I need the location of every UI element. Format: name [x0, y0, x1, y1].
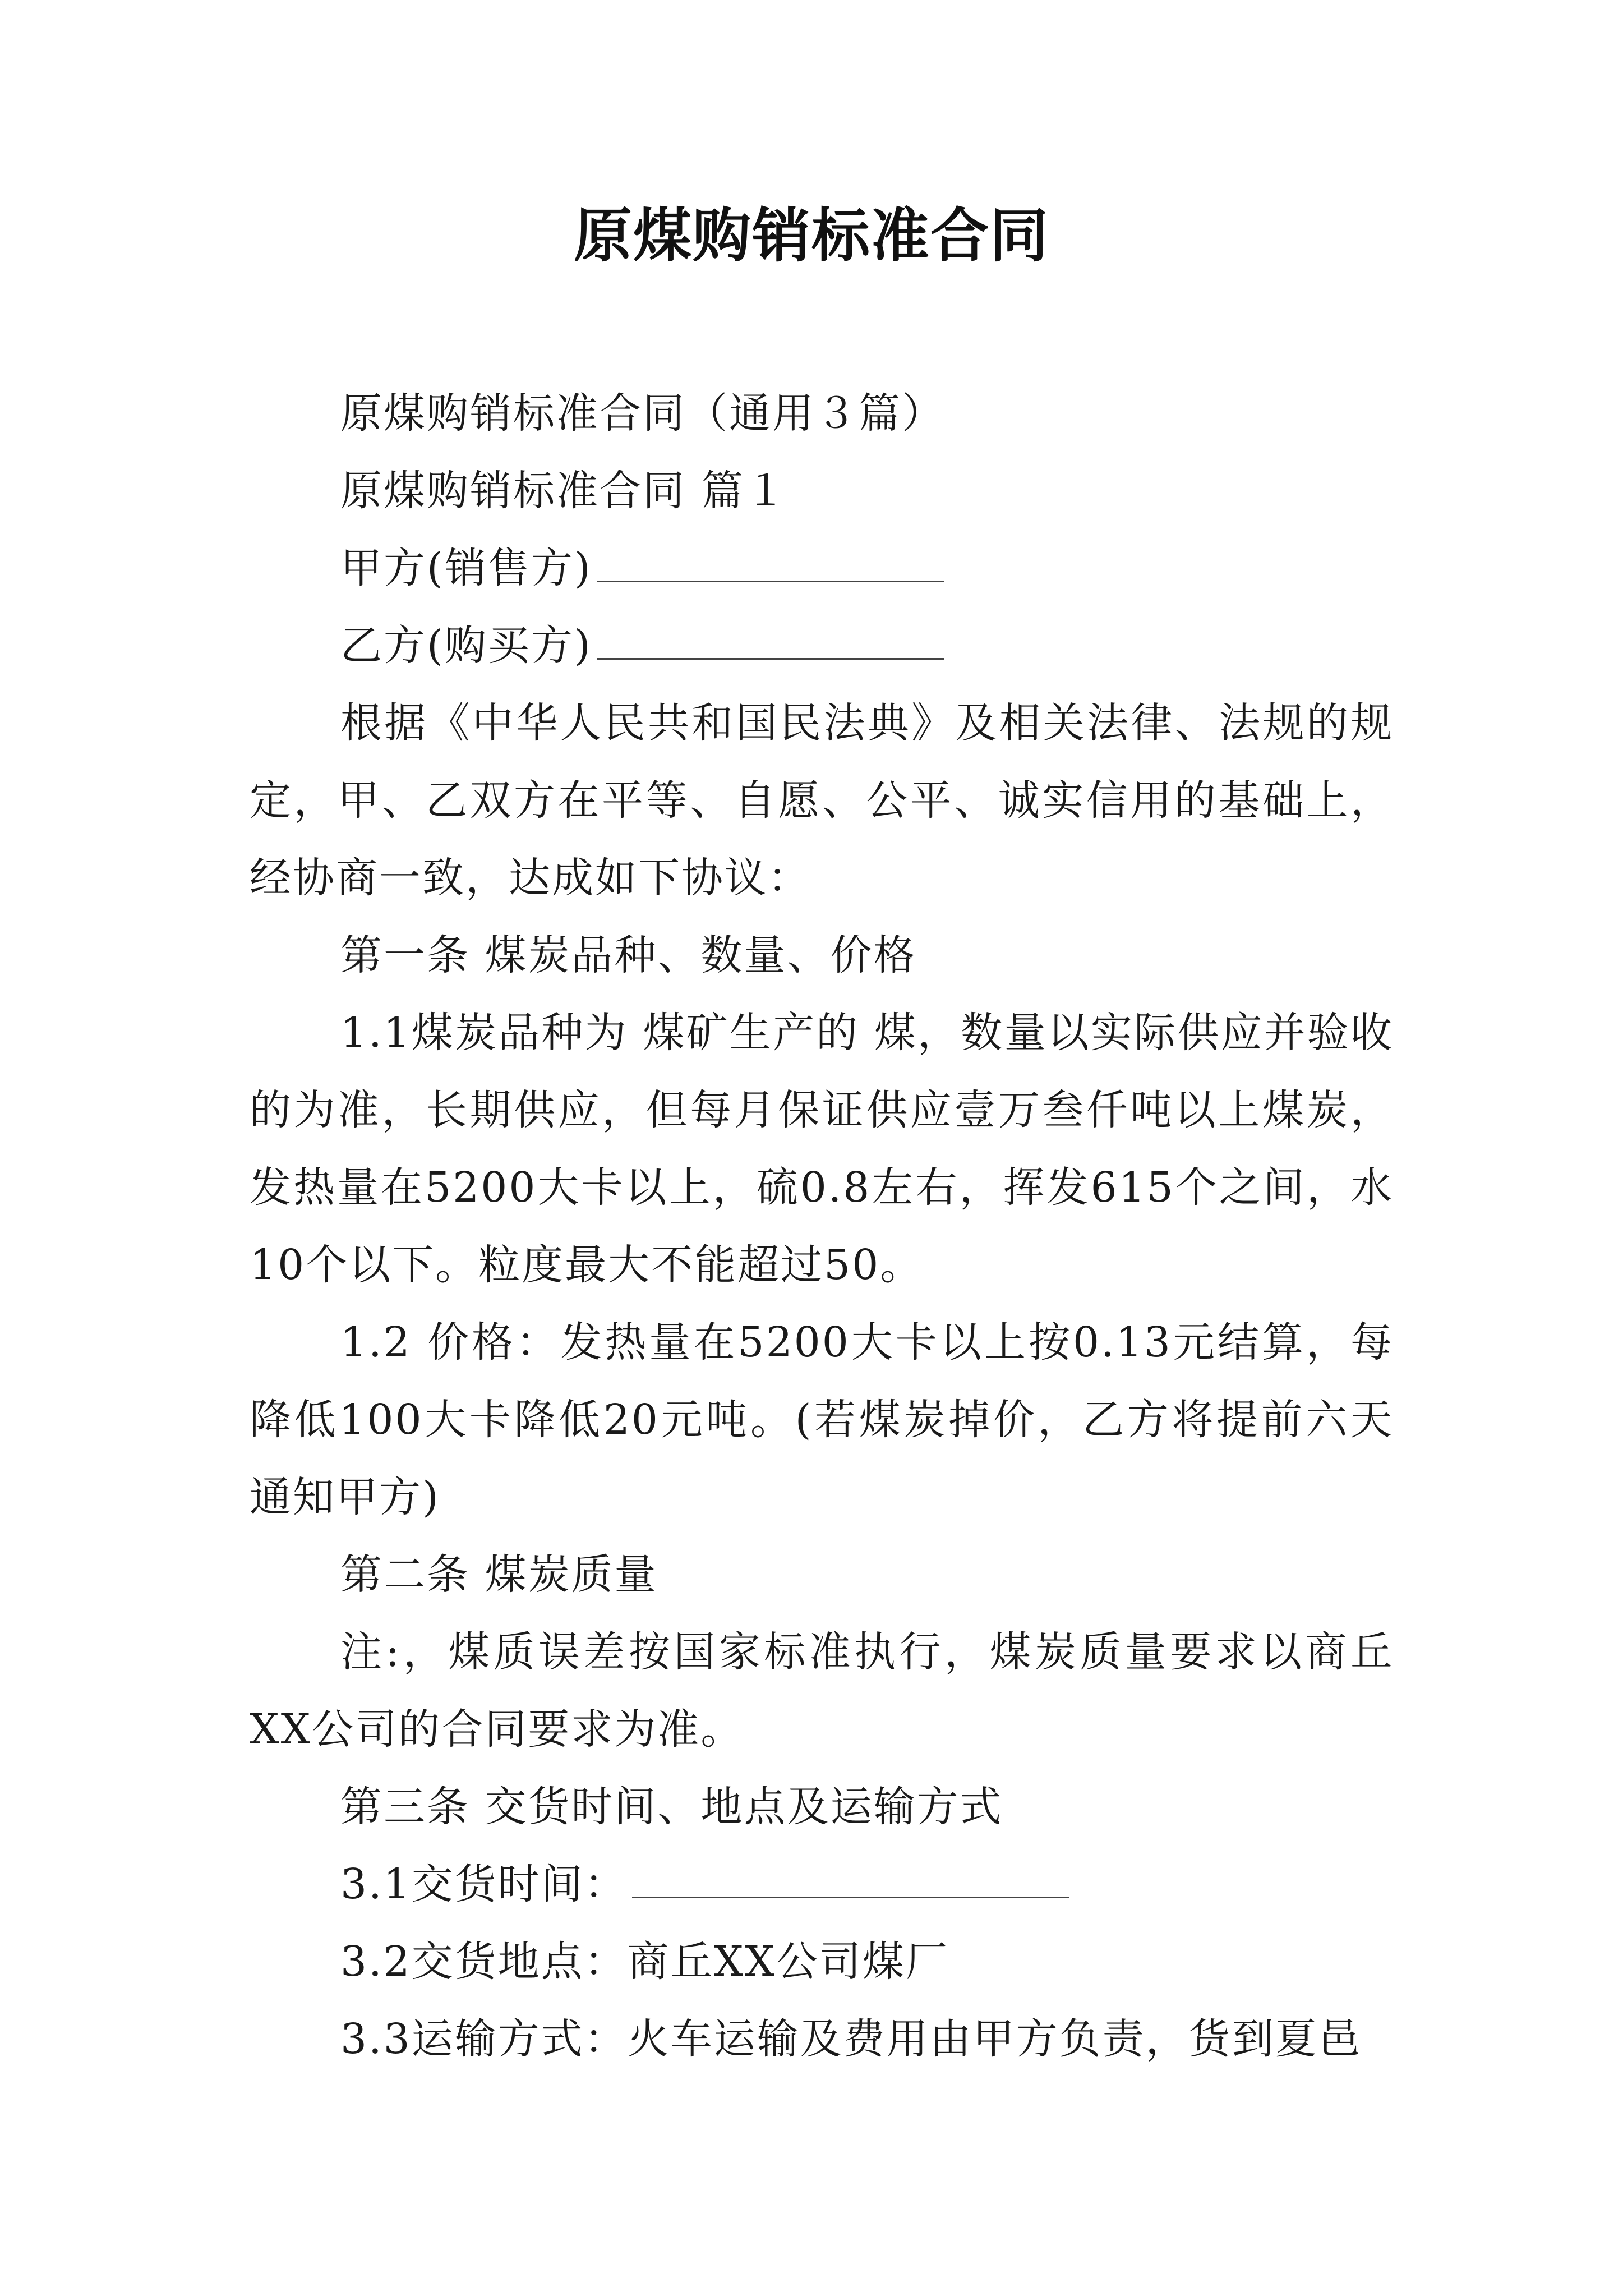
- paragraph-clause-3-1: [250, 1846, 1394, 1923]
- party-b-label: 乙方(购买方): [340, 622, 592, 670]
- paragraph-party-a: [250, 530, 1394, 607]
- section-number-text: 篇１: [702, 467, 788, 515]
- paragraph-clause-1-2: 1.2 价格：发热量在5200大卡以上按0.13元结算，每降低100大卡降低20元吨。(若煤炭掉价，乙方将提前六天通知甲方): [250, 1318, 1394, 1521]
- paragraph-article-3-heading: 第三条 交货时间、地点及运输方式: [340, 1783, 1003, 1831]
- paragraph-preamble: 根据《中华人民共和国民法典》及相关法律、法规的规定，甲、乙双方在平等、自愿、公平、诚实信用的基础上，经协商一致，达成如下协议：: [250, 699, 1394, 902]
- paragraph-article-1-heading: 第一条 煤炭品种、数量、价格: [340, 931, 917, 979]
- paragraph-quality-note: 注:，煤质误差按国家标准执行，煤炭质量要求以商丘XX公司的合同要求为准。: [250, 1628, 1394, 1754]
- document-body: [250, 375, 1394, 2078]
- paragraph-subtitle: 原煤购销标准合同（通用３篇）: [340, 389, 945, 438]
- paragraph-article-2-heading: 第二条 煤炭质量: [340, 1550, 658, 1599]
- paragraph-clause-3-2: 3.2交货地点：商丘XX公司煤厂: [340, 1938, 949, 1986]
- party-b-blank-line: [597, 621, 944, 660]
- document-title: 原煤购销标准合同: [573, 201, 1049, 270]
- section-title-text: 原煤购销标准合同: [340, 467, 686, 515]
- paragraph-clause-3-3: 3.3运输方式：火车运输及费用由甲方负责，货到夏邑: [340, 2015, 1362, 2063]
- party-a-label: 甲方(销售方): [340, 544, 592, 592]
- delivery-time-label: 3.1交货时间：: [340, 1860, 628, 1908]
- paragraph-section-heading: [250, 452, 1394, 530]
- party-a-blank-line: [597, 544, 944, 582]
- paragraph-clause-1-1: 1.1煤炭品种为 煤矿生产的 煤，数量以实际供应并验收的为准，长期供应，但每月保证供应壹万叁仟吨以上煤炭，发热量在5200大卡以上，硫0.8左右，挥发615个之间，水10个以下。粒度最大不能超过50。: [250, 1009, 1394, 1289]
- delivery-time-blank-line: [632, 1860, 1069, 1898]
- paragraph-party-b: [250, 607, 1394, 684]
